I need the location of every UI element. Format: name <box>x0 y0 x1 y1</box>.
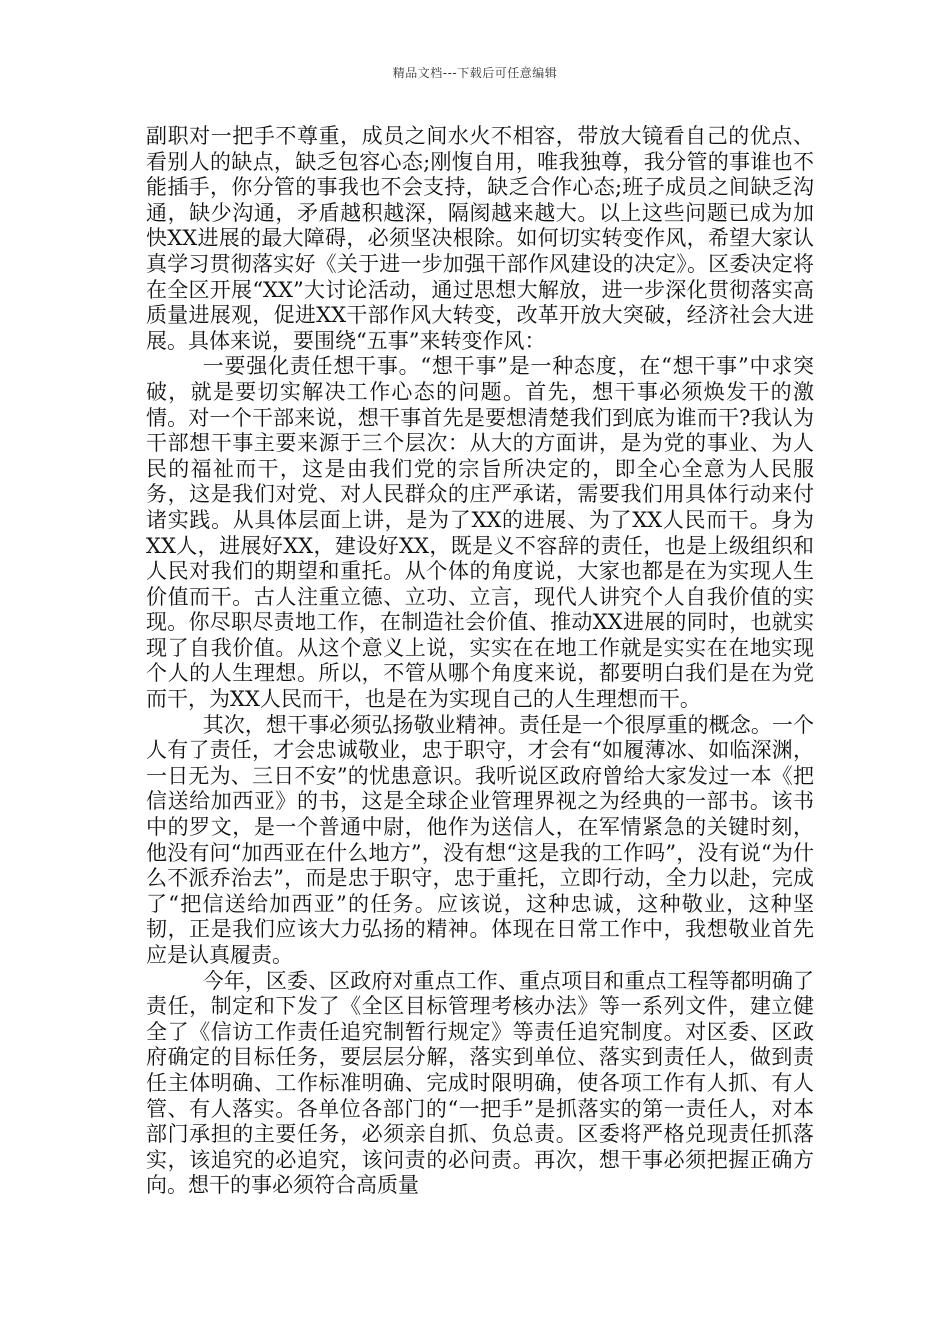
paragraph: 其次，想干事必须弘扬敬业精神。责任是一个很厚重的概念。一个人有了责任，才会忠诚敬业，忠于职守，才会有“如履薄冰、如临深渊，一日无为、三日不安”的忧患意识。我听说区政府曾给大家发过一本《把信送给加西亚》的书，这是全球企业管理界视之为经典的一部书。该书中的罗文，是一个普通中尉，他作为送信人，在军情紧急的关键时刻，他没有问“加西亚在什么地方”，没有想“这是我的工作吗”，没有说“为什么不派乔治去”，而是忠于职守，忠于重托，立即行动，全力以赴，完成了“把信送给加西亚”的任务。应该说，这种忠诚，这种敬业，这种坚韧，正是我们应该大力弘扬的精神。体现在日常工作中，我想敬业首先应是认真履责。 <box>146 712 814 967</box>
paragraph: 今年，区委、区政府对重点工作、重点项目和重点工程等都明确了责任，制定和下发了《全区目标管理考核办法》等一系列文件，建立健全了《信访工作责任追究制暂行规定》等责任追究制度。对区委、区政府确定的目标任务，要层层分解，落实到单位、落实到责任人，做到责任主体明确、工作标准明确、完成时限明确，使各项工作有人抓、有人管、有人落实。各单位各部门的“一把手”是抓落实的第一责任人，对本部门承担的主要任务，必须亲自抓、负总责。区委将严格兑现责任抓落实，该追究的必追究，该问责的必问责。再次，想干事必须把握正确方向。想干的事必须符合高质量 <box>146 968 814 1198</box>
page-header: 精品文档---下载后可任意编辑 <box>392 66 558 80</box>
paragraph: 一要强化责任想干事。“想干事”是一种态度，在“想干事”中求突破，就是要切实解决工作心态的问题。首先，想干事必须焕发干的激情。对一个干部来说，想干事首先是要想清楚我们到底为谁而干?我认为干部想干事主要来源于三个层次：从大的方面讲，是为党的事业、为人民的福祉而干，这是由我们党的宗旨所决定的，即全心全意为人民服务，这是我们对党、对人民群众的庄严承诺，需要我们用具体行动来付诸实践。从具体层面上讲，是为了XX的进展、为了XX人民而干。身为XX人，进展好XX，建设好XX，既是义不容辞的责任，也是上级组织和人民对我们的期望和重托。从个体的角度说，大家也都是在为实现人生价值而干。古人注重立德、立功、立言，现代人讲究个人自我价值的实现。你尽职尽责地工作，在制造社会价值、推动XX进展的同时，也就实现了自我价值。从这个意义上说，实实在在地工作就是实实在在地实现个人的人生理想。所以，不管从哪个角度来说，都要明白我们是在为党而干，为XX人民而干，也是在为实现自己的人生理想而干。 <box>146 354 814 712</box>
document-body <box>146 124 814 1199</box>
paragraph: 副职对一把手不尊重，成员之间水火不相容，带放大镜看自己的优点、看别人的缺点，缺乏包容心态;刚愎自用，唯我独尊，我分管的事谁也不能插手，你分管的事我也不会支持，缺乏合作心态;班子成员之间缺乏沟通，缺少沟通，矛盾越积越深，隔阂越来越大。以上这些问题已成为加快XX进展的最大障碍，必须坚决根除。如何切实转变作风，希望大家认真学习贯彻落实好《关于进一步加强干部作风建设的决定》。区委决定将在全区开展“XX”大讨论活动，通过思想大解放，进一步深化贯彻落实高质量进展观，促进XX干部作风大转变，改革开放大突破，经济社会大进展。具体来说，要围绕“五事”来转变作风： <box>146 124 814 353</box>
